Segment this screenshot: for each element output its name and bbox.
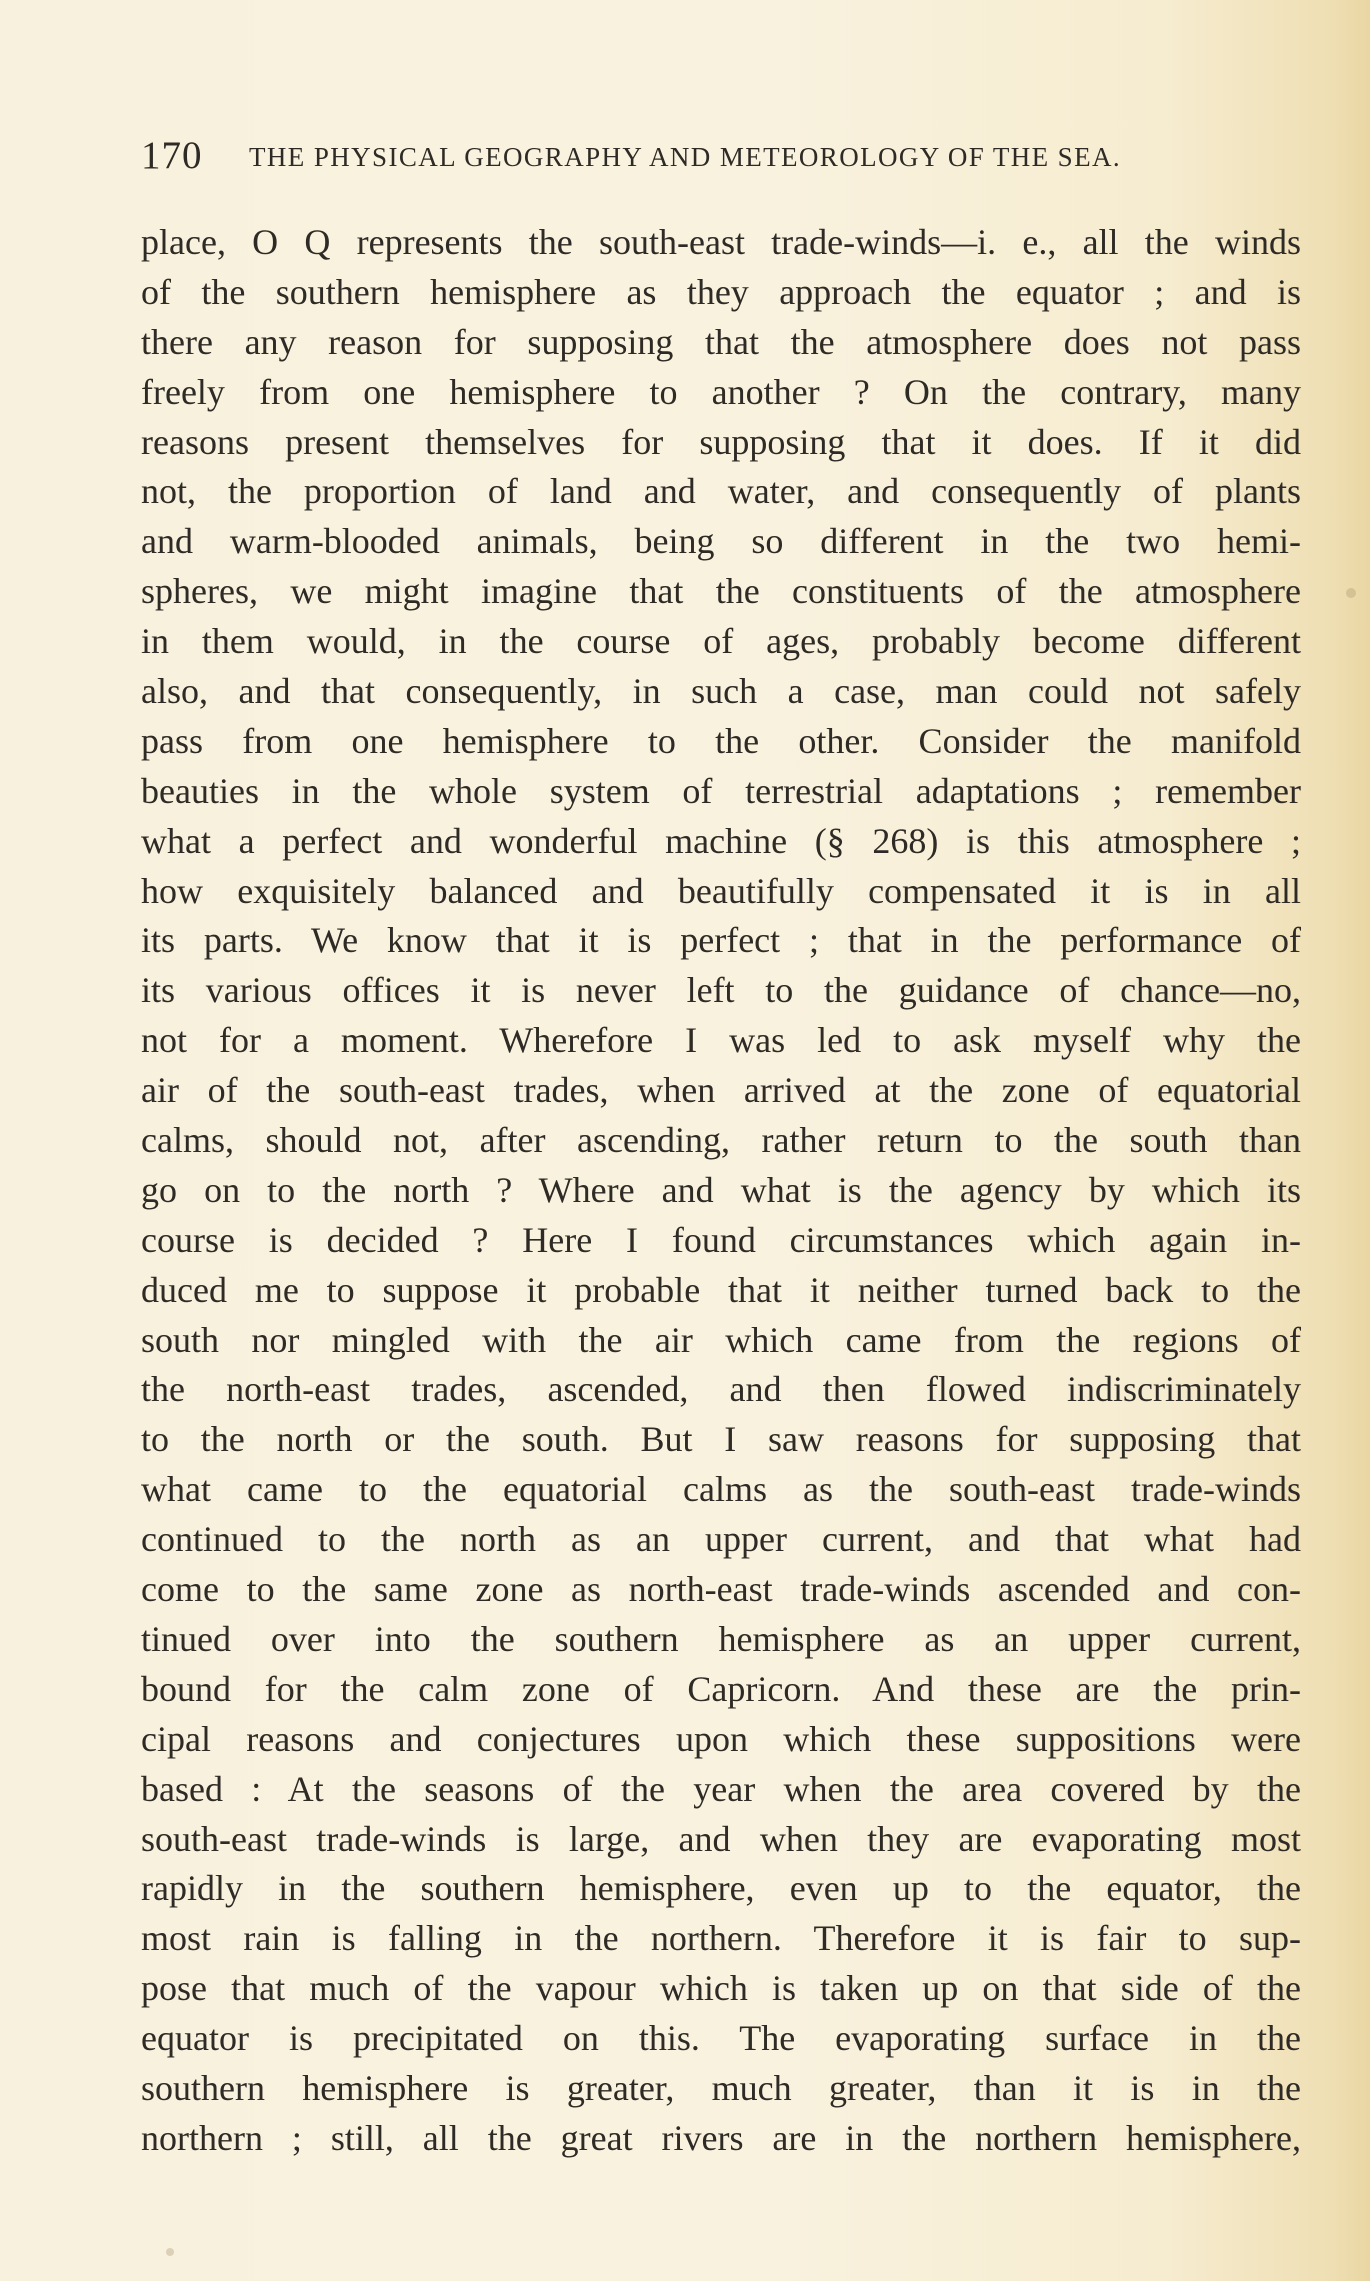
text-line: spheres, we might imagine that the constituents of the atmosphere: [141, 571, 1301, 612]
paper-speck: [1346, 588, 1356, 598]
running-header: [141, 131, 1311, 181]
text-line: continued to the north as an upper current, and that what had: [141, 1519, 1301, 1560]
text-line: its parts. We know that it is perfect ; that in the performance of: [141, 920, 1301, 961]
text-line: place, O Q represents the south-east trade-winds—i. e., all the winds: [141, 222, 1301, 262]
text-line: of the southern hemisphere as they approach the equator ; and is: [141, 271, 1301, 312]
text-line: rapidly in the southern hemisphere, even up to the equator, the: [141, 1868, 1301, 1909]
text-line: not for a moment. Wherefore I was led to ask myself why the: [141, 1020, 1301, 1061]
text-line: course is decided ? Here I found circumstances which again in-: [141, 1219, 1301, 1260]
text-line: and warm-blooded animals, being so different in the two hemi-: [141, 521, 1301, 562]
text-line: freely from one hemisphere to another ? On the contrary, many: [141, 371, 1301, 412]
text-line: calms, should not, after ascending, rather return to the south than: [141, 1120, 1301, 1161]
text-line: its various offices it is never left to the guidance of chance—no,: [141, 970, 1301, 1011]
text-line: reasons present themselves for supposing that it does. If it did: [141, 421, 1301, 462]
text-line: what came to the equatorial calms as the south-east trade-winds: [141, 1469, 1301, 1510]
text-line: go on to the north ? Where and what is the agency by which its: [141, 1169, 1301, 1210]
text-line: southern hemisphere is greater, much greater, than it is in the: [141, 2067, 1301, 2108]
text-line: come to the same zone as north-east trade-winds ascended and con-: [141, 1569, 1301, 1610]
body-text: [141, 218, 1301, 2164]
running-title: THE PHYSICAL GEOGRAPHY AND METEOROLOGY OF THE SEA.: [249, 142, 1122, 172]
text-line: most rain is falling in the northern. Therefore it is fair to sup-: [141, 1918, 1301, 1959]
text-line: how exquisitely balanced and beautifully compensated it is in all: [141, 870, 1301, 911]
text-line: the north-east trades, ascended, and then flowed indiscriminately: [141, 1369, 1301, 1410]
paper-speck: [166, 2248, 174, 2256]
text-line: based : At the seasons of the year when the area covered by the: [141, 1768, 1301, 1809]
text-line: to the north or the south. But I saw reasons for supposing that: [141, 1419, 1301, 1460]
text-line: in them would, in the course of ages, probably become different: [141, 621, 1301, 662]
text-line: not, the proportion of land and water, and consequently of plants: [141, 471, 1301, 512]
text-line: duced me to suppose it probable that it neither turned back to the: [141, 1269, 1301, 1310]
text-line: bound for the calm zone of Capricorn. And these are the prin-: [141, 1668, 1301, 1709]
page-number: 170: [141, 134, 203, 177]
text-line: pose that much of the vapour which is taken up on that side of the: [141, 1968, 1301, 2009]
text-line: what a perfect and wonderful machine (§ 268) is this atmosphere ;: [141, 820, 1301, 861]
text-line: cipal reasons and conjectures upon which these suppositions were: [141, 1718, 1301, 1759]
text-line: there any reason for supposing that the atmosphere does not pass: [141, 321, 1301, 362]
text-line: pass from one hemisphere to the other. Consider the manifold: [141, 720, 1301, 761]
text-line: south-east trade-winds is large, and when they are evaporating most: [141, 1818, 1301, 1859]
text-line: also, and that consequently, in such a case, man could not safely: [141, 671, 1301, 712]
text-line: tinued over into the southern hemisphere as an upper current,: [141, 1618, 1301, 1659]
text-line: equator is precipitated on this. The evaporating surface in the: [141, 2018, 1301, 2059]
text-line: south nor mingled with the air which came from the regions of: [141, 1319, 1301, 1360]
text-line: northern ; still, all the great rivers are in the northern hemisphere,: [141, 2117, 1301, 2158]
text-line: beauties in the whole system of terrestrial adaptations ; remember: [141, 770, 1301, 811]
text-line: air of the south-east trades, when arrived at the zone of equatorial: [141, 1070, 1301, 1111]
